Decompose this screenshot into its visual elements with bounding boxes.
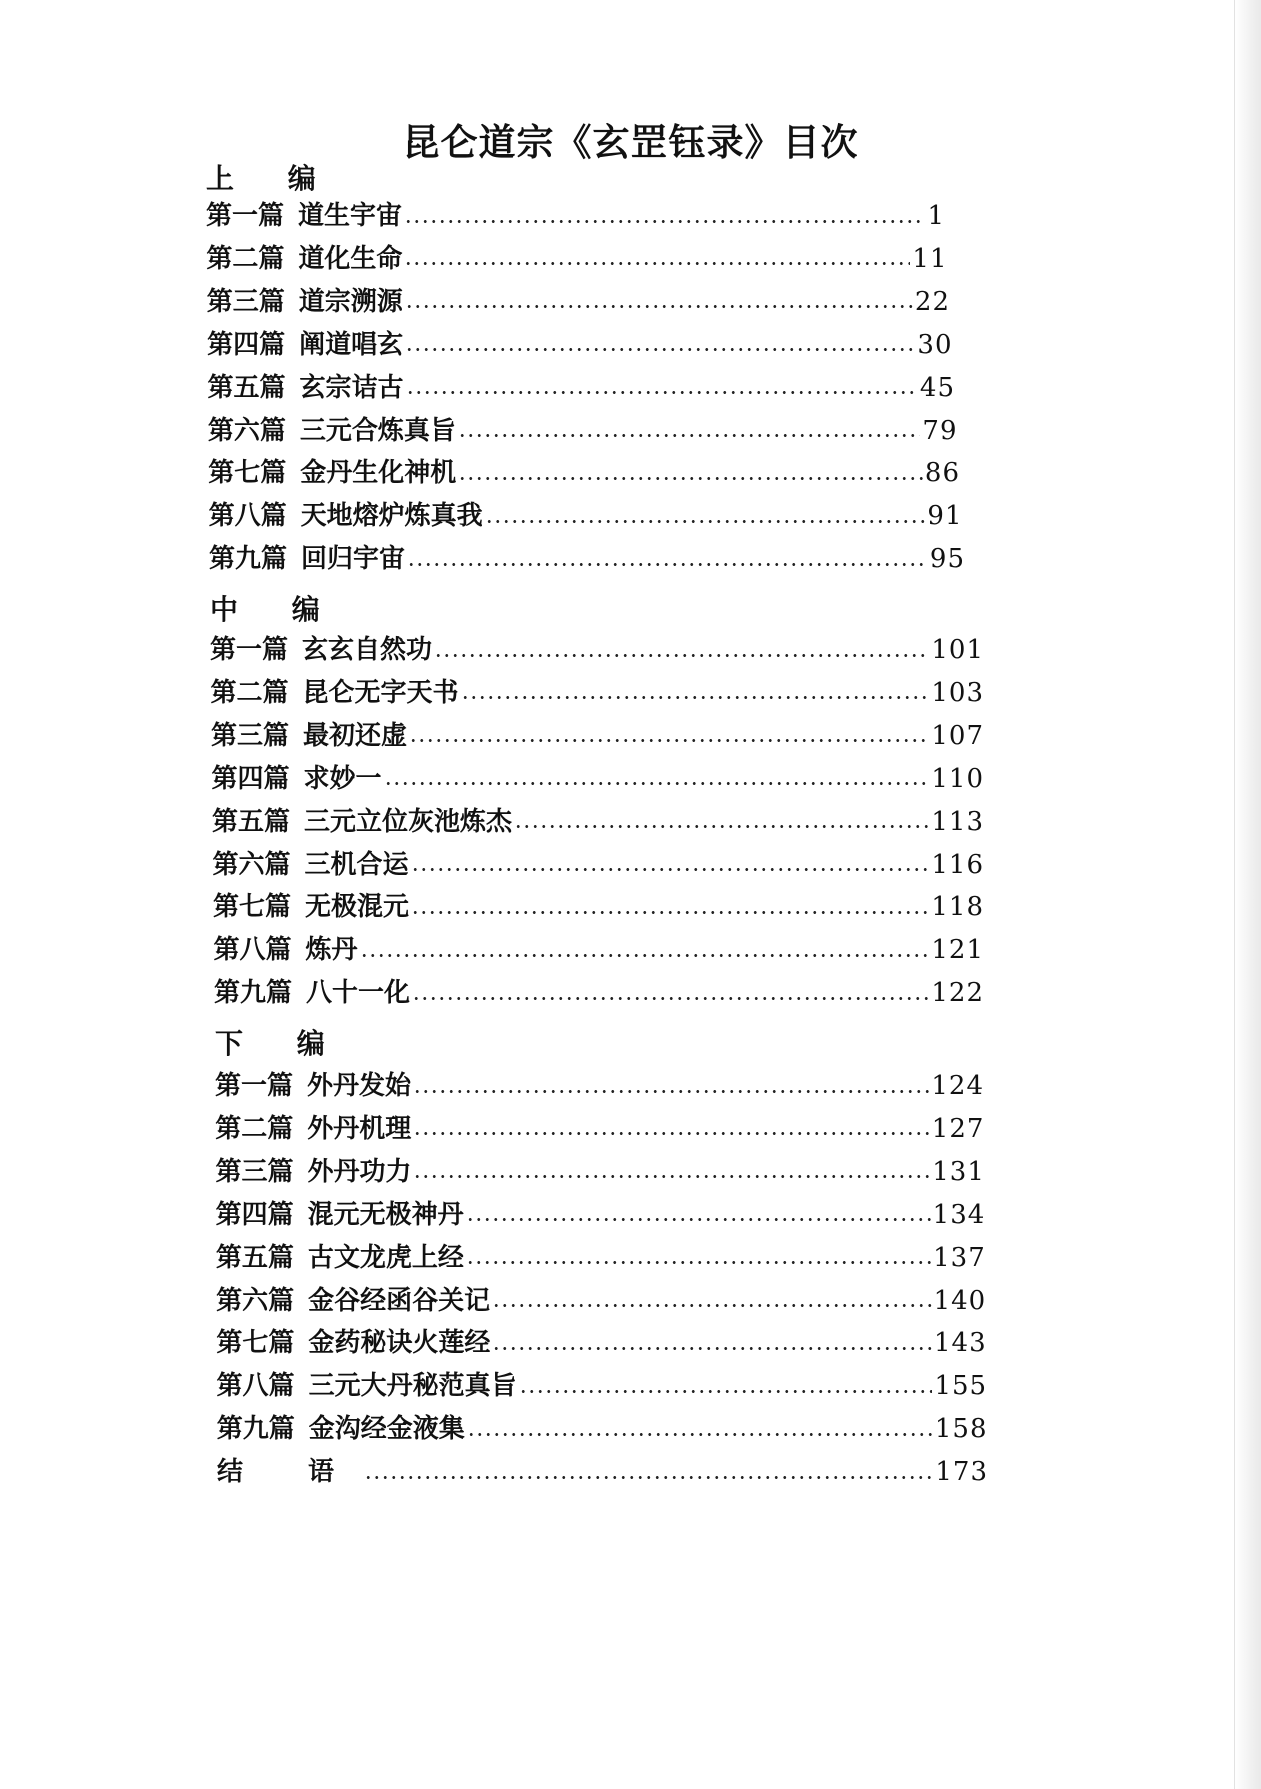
dot-leader — [404, 262, 910, 265]
toc-entry — [214, 973, 984, 1013]
chapter-number: 第四篇 — [215, 1199, 294, 1230]
dot-leader — [466, 1261, 931, 1264]
page-number: 1 — [927, 201, 945, 231]
chapter-title: 金沟经金液集 — [308, 1414, 465, 1445]
page-number: 118 — [931, 892, 984, 923]
dot-leader — [413, 1090, 929, 1093]
toc-entry — [207, 282, 950, 322]
page-number: 91 — [927, 501, 963, 532]
chapter-number: 第二篇 — [210, 677, 289, 708]
toc-entry — [217, 1452, 988, 1492]
chapter-number: 第八篇 — [216, 1371, 295, 1402]
chapter-title: 金丹生化神机 — [300, 458, 457, 489]
section-heading: 下 编 — [215, 1027, 347, 1060]
chapter-number: 第二篇 — [215, 1113, 294, 1144]
chapter-number: 第一篇 — [206, 201, 285, 231]
toc-entry — [217, 1409, 988, 1449]
chapter-title: 金谷经函谷关记 — [308, 1285, 491, 1316]
dot-leader — [458, 434, 921, 437]
chapter-title: 道生宇宙 — [298, 201, 403, 231]
page-number: 140 — [933, 1285, 987, 1316]
chapter-number: 第九篇 — [214, 978, 293, 1009]
page-number: 86 — [924, 458, 960, 489]
toc-entry — [211, 716, 984, 756]
page-number: 45 — [919, 372, 955, 403]
toc-entry — [213, 845, 985, 885]
dot-leader — [519, 1390, 933, 1393]
dot-leader — [384, 782, 930, 785]
dot-leader — [405, 305, 913, 308]
chapter-number: 第九篇 — [209, 544, 288, 575]
dot-leader — [492, 1347, 932, 1350]
chapter-title: 炼丹 — [305, 935, 358, 966]
page-number: 131 — [932, 1156, 985, 1187]
chapter-number: 第六篇 — [212, 849, 291, 880]
chapter-title: 无极混元 — [305, 892, 410, 923]
dot-leader — [458, 477, 923, 480]
chapter-number: 第三篇 — [211, 720, 290, 751]
page-number: 107 — [931, 720, 984, 751]
dot-leader — [434, 654, 929, 657]
chapter-number: 第五篇 — [207, 372, 286, 403]
chapter-title: 天地熔炉炼真我 — [300, 501, 483, 532]
page-number: 95 — [929, 544, 965, 575]
dot-leader — [412, 997, 929, 1000]
toc-entry — [212, 759, 985, 799]
chapter-title: 玄玄自然功 — [302, 635, 433, 665]
chapter-title: 三元立位灰池炼杰 — [304, 806, 513, 837]
toc-entry — [214, 930, 985, 970]
page-number: 11 — [912, 243, 948, 274]
chapter-title: 八十一化 — [306, 978, 411, 1009]
dot-leader — [411, 911, 929, 914]
toc-entry — [212, 802, 984, 842]
chapter-number: 第一篇 — [215, 1071, 294, 1101]
toc-entry — [215, 1152, 984, 1192]
toc-entry — [206, 196, 945, 236]
page-number: 143 — [934, 1328, 987, 1359]
dot-leader — [364, 1476, 933, 1479]
toc-entry — [210, 630, 984, 670]
chapter-title: 阐道唱玄 — [299, 329, 404, 360]
toc-entry — [208, 453, 960, 493]
chapter-number: 第七篇 — [216, 1328, 295, 1359]
chapter-number: 第七篇 — [213, 892, 292, 923]
page-number: 122 — [931, 978, 984, 1009]
chapter-title: 外丹发始 — [307, 1071, 412, 1101]
dot-leader — [514, 825, 929, 828]
dot-leader — [360, 954, 930, 957]
toc-entry — [216, 1195, 986, 1235]
chapter-number: 第三篇 — [215, 1156, 294, 1187]
chapter-number: 第一篇 — [210, 635, 289, 665]
chapter-title: 道化生命 — [298, 243, 403, 274]
toc-entry — [215, 1066, 984, 1106]
page-number: 173 — [935, 1457, 988, 1488]
chapter-title: 外丹功力 — [307, 1156, 412, 1187]
chapter-number: 结 语 — [217, 1457, 363, 1488]
toc-entry — [211, 673, 985, 713]
toc-entry — [208, 411, 958, 451]
dot-leader — [413, 1175, 930, 1178]
page-number: 30 — [917, 329, 953, 360]
page-number: 22 — [914, 286, 950, 317]
dot-leader — [407, 563, 928, 566]
chapter-number: 第五篇 — [215, 1242, 294, 1273]
dot-leader — [413, 1132, 930, 1135]
dot-leader — [411, 868, 930, 871]
dot-leader — [461, 696, 930, 699]
chapter-number: 第四篇 — [207, 329, 286, 360]
toc-entry — [206, 239, 947, 279]
chapter-title: 道宗溯源 — [298, 286, 403, 317]
page-number: 124 — [931, 1071, 984, 1101]
page-title: 昆仑道宗《玄罡钰录》目次 — [402, 120, 859, 164]
toc-entry — [216, 1238, 986, 1278]
toc-entry — [209, 496, 963, 536]
chapter-title: 最初还虚 — [303, 720, 408, 751]
chapter-number: 第二篇 — [206, 243, 285, 274]
toc-entry — [213, 887, 984, 927]
page-number: 134 — [932, 1199, 986, 1230]
page-number: 113 — [931, 806, 984, 837]
section-heading: 中 编 — [210, 593, 342, 626]
chapter-title: 三元合炼真旨 — [299, 415, 456, 446]
toc-entry — [215, 1109, 984, 1149]
dot-leader — [405, 348, 915, 351]
toc-entry — [207, 325, 952, 365]
page-edge — [1234, 0, 1261, 1789]
dot-leader — [492, 1304, 931, 1307]
chapter-title: 金药秘诀火莲经 — [308, 1328, 491, 1359]
chapter-number: 第八篇 — [213, 935, 292, 966]
page-number: 103 — [931, 677, 984, 708]
section-heading: 上 编 — [206, 162, 338, 195]
dot-leader — [406, 391, 918, 394]
chapter-number: 第九篇 — [216, 1414, 295, 1445]
chapter-title: 外丹机理 — [307, 1113, 412, 1144]
chapter-title: 三机合运 — [304, 849, 409, 880]
chapter-number: 第三篇 — [206, 286, 285, 317]
chapter-number: 第四篇 — [211, 763, 290, 794]
page-number: 137 — [933, 1242, 986, 1273]
toc-entry — [217, 1366, 988, 1406]
dot-leader — [409, 739, 929, 742]
chapter-title: 三元大丹秘范真旨 — [308, 1371, 517, 1402]
chapter-number: 第六篇 — [216, 1285, 295, 1316]
page-number: 101 — [931, 635, 984, 665]
page-number: 158 — [934, 1414, 988, 1445]
dot-leader — [404, 220, 925, 223]
chapter-number: 第六篇 — [207, 415, 286, 446]
page-number: 127 — [931, 1113, 985, 1144]
page-number: 79 — [922, 415, 958, 446]
chapter-number: 第七篇 — [208, 458, 287, 489]
dot-leader — [466, 1218, 931, 1221]
toc-entry — [209, 539, 965, 579]
dot-leader — [485, 520, 926, 523]
toc-entry — [216, 1323, 986, 1363]
chapter-title: 求妙一 — [303, 763, 382, 794]
chapter-title: 昆仑无字天书 — [302, 677, 459, 708]
chapter-title: 回归宇宙 — [301, 544, 406, 575]
chapter-title: 混元无极神丹 — [307, 1199, 464, 1230]
toc-entry — [208, 368, 956, 408]
page-number: 116 — [931, 849, 984, 880]
chapter-title: 玄宗诘古 — [299, 372, 404, 403]
chapter-title: 古文龙虎上经 — [307, 1242, 464, 1273]
page-number: 110 — [931, 763, 984, 794]
chapter-number: 第八篇 — [208, 501, 287, 532]
chapter-number: 第五篇 — [212, 806, 291, 837]
toc-entry — [216, 1281, 986, 1321]
page-number: 155 — [934, 1371, 988, 1402]
dot-leader — [467, 1433, 933, 1436]
page-number: 121 — [931, 935, 984, 966]
